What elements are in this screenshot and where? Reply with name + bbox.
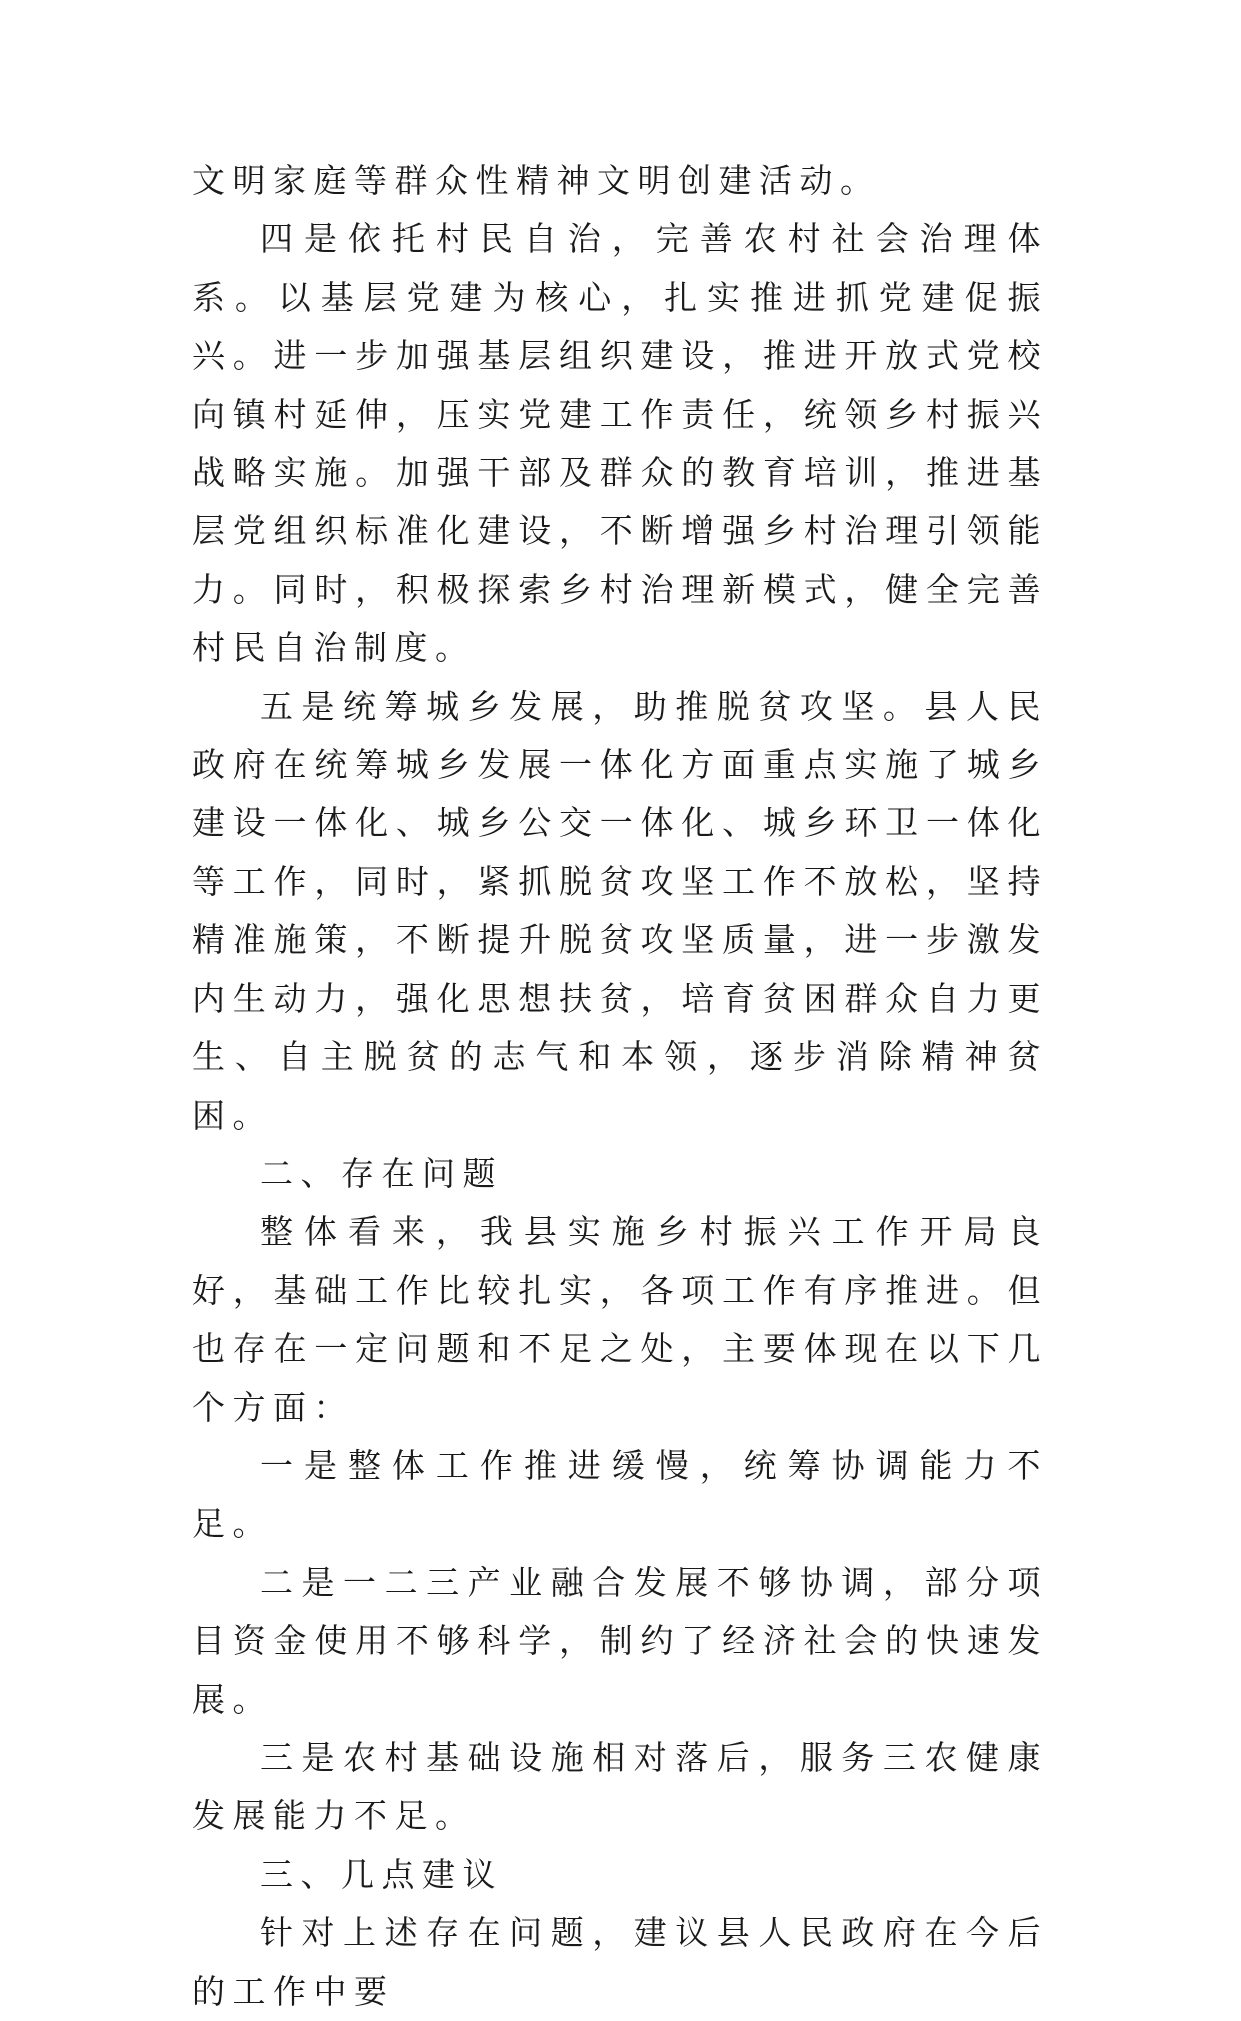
paragraph-rural-governance: 四是依托村民自治，完善农村社会治理体系。以基层党建为核心，扎实推进抓党建促振兴。进一步加强基层组织建设，推进开放式党校向镇村延伸，压实党建工作责任，统领乡村振兴战略实施。加强干部及群众的教育培训，推进基层党组织标准化建设，不断增强乡村治理引领能力。同时，积极探索乡村治理新模式，健全完善村民自治制度。 (192, 219, 1048, 668)
section-heading-suggestions: 三、几点建议 (260, 1854, 503, 1894)
paragraph-overall-assessment: 整体看来，我县实施乡村振兴工作开局良好，基础工作比较扎实，各项工作有序推进。但也存在一定问题和不足之处，主要体现在以下几个方面： (192, 1212, 1048, 1427)
document-body (192, 152, 1048, 2021)
paragraph-urban-rural-development: 五是统筹城乡发展，助推脱贫攻坚。县人民政府在统筹城乡发展一体化方面重点实施了城乡建设一体化、城乡公交一体化、城乡环卫一体化等工作，同时，紧抓脱贫攻坚工作不放松，坚持精准施策，不断提升脱贫攻坚质量，进一步激发内生动力，强化思想扶贫，培育贫困群众自力更生、自主脱贫的志气和本领，逐步消除精神贫困。 (192, 686, 1048, 1135)
section-heading-problems: 二、存在问题 (260, 1153, 503, 1193)
problem-item-3: 三是农村基础设施相对落后，服务三农健康发展能力不足。 (192, 1737, 1048, 1836)
paragraph-suggestions-intro: 针对上述存在问题，建议县人民政府在今后的工作中要 (192, 1913, 1048, 2011)
paragraph-continuation: 文明家庭等群众性精神文明创建活动。 (192, 161, 881, 200)
problem-item-1: 一是整体工作推进缓慢，统筹协调能力不足。 (192, 1445, 1048, 1544)
problem-item-2: 二是一二三产业融合发展不够协调，部分项目资金使用不够科学，制约了经济社会的快速发展。 (192, 1562, 1048, 1719)
